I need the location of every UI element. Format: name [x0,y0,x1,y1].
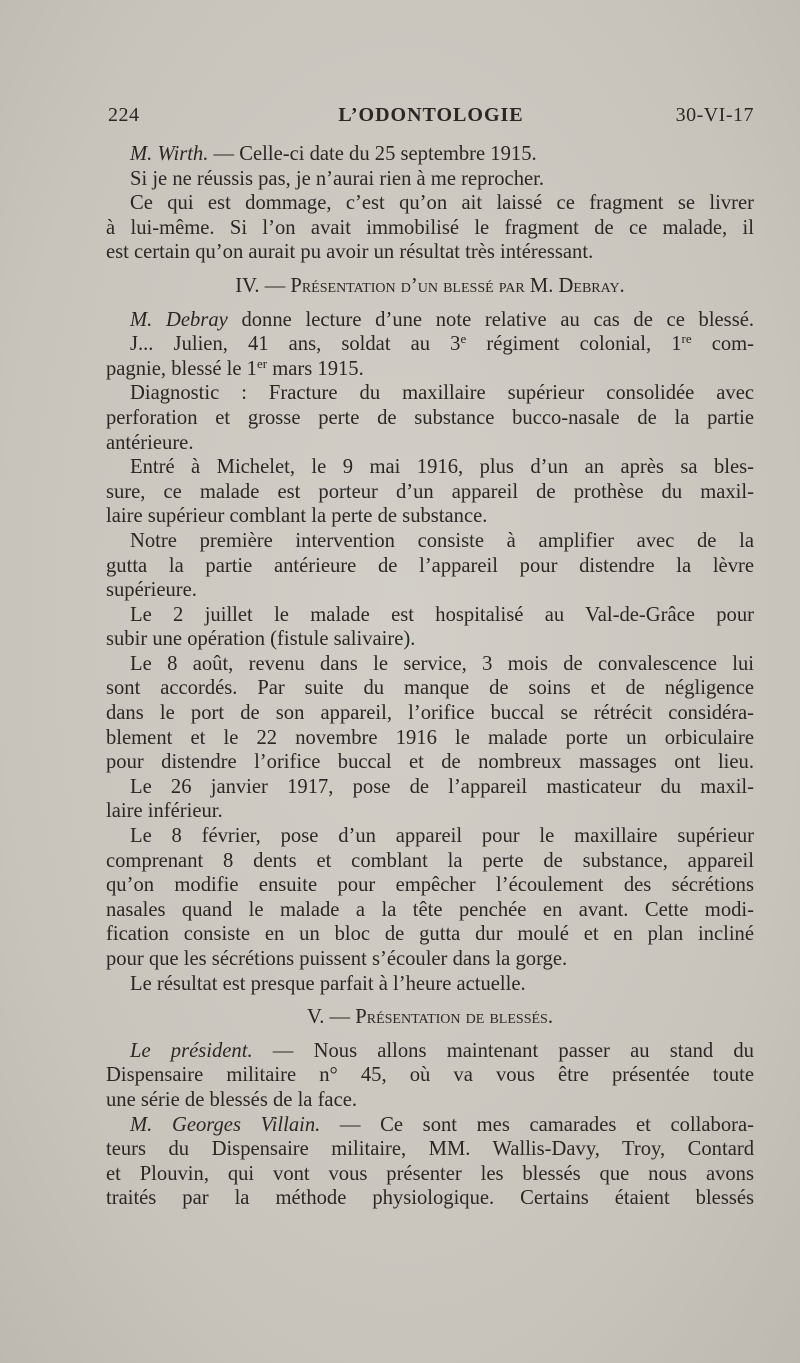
text-line [106,381,754,406]
text-run: Le résultat est presque parfait à l’heure actuelle. [130,972,526,995]
text-line [106,1088,754,1113]
text-run: dans le port de son appareil, l’orifice buccal se rétrécit considéra- [106,702,754,725]
text-run: V. — Présentation de blessés. [307,1006,553,1029]
text-run: — Ce sont mes camarades et collabora- [320,1113,754,1136]
section-heading [106,1005,754,1030]
text-line [106,1137,754,1162]
text-run: — Nous allons maintenant passer au stand du [252,1039,754,1062]
speaker-name: M. Georges Villain. [130,1113,321,1136]
text-line [106,1039,754,1064]
text-line [106,750,754,775]
page-number: 224 [108,104,140,126]
text-run: supérieure. [106,579,197,602]
text-line [106,142,754,167]
text-line [106,1162,754,1187]
text-run: subir une opération (fistule salivaire). [106,628,416,651]
text-run: comprenant 8 dents et comblant la perte de substance, appareil [106,849,754,872]
text-line [106,775,754,800]
text-run: sont accordés. Par suite du manque de soins et de négligence [106,677,754,700]
text-line [106,216,754,241]
text-line [106,332,754,357]
speaker-name: M. Wirth. [130,143,209,165]
text-run: J... Julien, 41 ans, soldat au 3 [130,333,461,356]
text-line [106,554,754,579]
text-run: traités par la méthode physiologique. Certains étaient blessés [106,1187,754,1210]
text-run: Notre première intervention consiste à amplifier avec de la [130,529,754,552]
text-run: gutta la partie antérieure de l’appareil pour distendre la lèvre [106,554,754,577]
text-run: IV. — Présentation d’un blessé par M. Debray. [235,274,625,297]
text-run: qu’on modifie ensuite pour empêcher l’écoulement des sécrétions [106,874,754,897]
text-run: une série de blessés de la face. [106,1088,358,1111]
text-run: et Plouvin, qui vont vous présenter les blessés que nous avons [106,1162,754,1185]
text-line [106,701,754,726]
text-run: mars 1915. [267,357,364,380]
text-run: Le 8 août, revenu dans le service, 3 mois de convalescence lui [130,652,754,675]
text-line [106,529,754,554]
running-title: L’ODONTOLOGIE [338,104,524,126]
text-line [106,627,754,652]
text-run: teurs du Dispensaire militaire, MM. Wallis-Davy, Troy, Contard [106,1138,754,1161]
superscript: er [256,355,268,371]
text-run: — Celle-ci date du 25 septembre 1915. [208,143,537,165]
text-run: Le 2 juillet le malade est hospitalisé au Val-de-Grâce pour [130,603,754,626]
text-line [106,504,754,529]
text-run: donne lecture d’une note relative au cas de ce blessé. [227,308,754,331]
text-line [106,1063,754,1088]
text-run: sure, ce malade est porteur d’un appareil de prothèse du maxil- [106,480,754,503]
text-run: Entré à Michelet, le 9 mai 1916, plus d’un an après sa bles- [130,456,754,479]
text-line [106,652,754,677]
text-run: Si je ne réussis pas, je n’aurai rien à me reprocher. [130,167,545,190]
superscript: e [460,331,467,347]
text-run: pour distendre l’orifice buccal et de nombreux massages ont lieu. [106,751,754,774]
page-body-text [106,142,754,1211]
text-line [106,191,754,216]
text-run: laire supérieur comblant la perte de substance. [106,505,488,528]
text-line [106,308,754,333]
text-run: régiment colonial, 1 [466,333,682,356]
text-line [106,167,754,192]
speaker-name: Le président. [130,1039,253,1062]
text-run: fication consiste en un bloc de gutta dur moulé et en plan incliné [106,923,754,946]
text-run: com- [691,333,755,356]
text-run: pagnie, blessé le 1 [106,357,257,380]
section-heading [106,274,754,299]
text-line [106,726,754,751]
page-header [108,104,754,134]
text-run: laire inférieur. [106,800,223,823]
text-line [106,972,754,997]
text-run: à lui-même. Si l’on avait immobilisé le fragment de ce malade, il [106,216,754,239]
text-run: perforation et grosse perte de substance bucco-nasale de la partie [106,406,754,429]
text-line [106,406,754,431]
text-line [106,455,754,480]
text-run: blement et le 22 novembre 1916 le malade porte un orbiculaire [106,726,754,749]
text-run: Ce qui est dommage, c’est qu’on ait laissé ce fragment se livrer [130,192,754,215]
text-line [106,240,754,265]
text-line [106,676,754,701]
text-line [106,357,754,382]
text-run: antérieure. [106,431,194,454]
text-line [106,799,754,824]
issue-date: 30-VI-17 [675,104,754,126]
text-run: nasales quand le malade a la tête penchée en avant. Cette modi- [106,898,754,921]
text-line [106,849,754,874]
text-line [106,824,754,849]
text-run: Le 8 février, pose d’un appareil pour le maxillaire supérieur [130,825,754,848]
text-line [106,947,754,972]
text-line [106,1113,754,1138]
text-line [106,873,754,898]
text-run: est certain qu’on aurait pu avoir un résultat très intéressant. [106,241,594,264]
text-run: Diagnostic : Fracture du maxillaire supérieur consolidée avec [130,382,754,405]
text-line [106,480,754,505]
text-run: pour que les sécrétions puissent s’écouler dans la gorge. [106,948,568,970]
text-line [106,898,754,923]
text-run: Dispensaire militaire n° 45, où va vous être présentée toute [106,1064,754,1087]
text-line [106,922,754,947]
text-line [106,431,754,456]
speaker-name: M. Debray [130,308,228,331]
text-line [106,603,754,628]
text-line [106,1186,754,1211]
text-line [106,578,754,603]
text-run: Le 26 janvier 1917, pose de l’appareil masticateur du maxil- [130,775,754,798]
superscript: re [681,331,692,347]
